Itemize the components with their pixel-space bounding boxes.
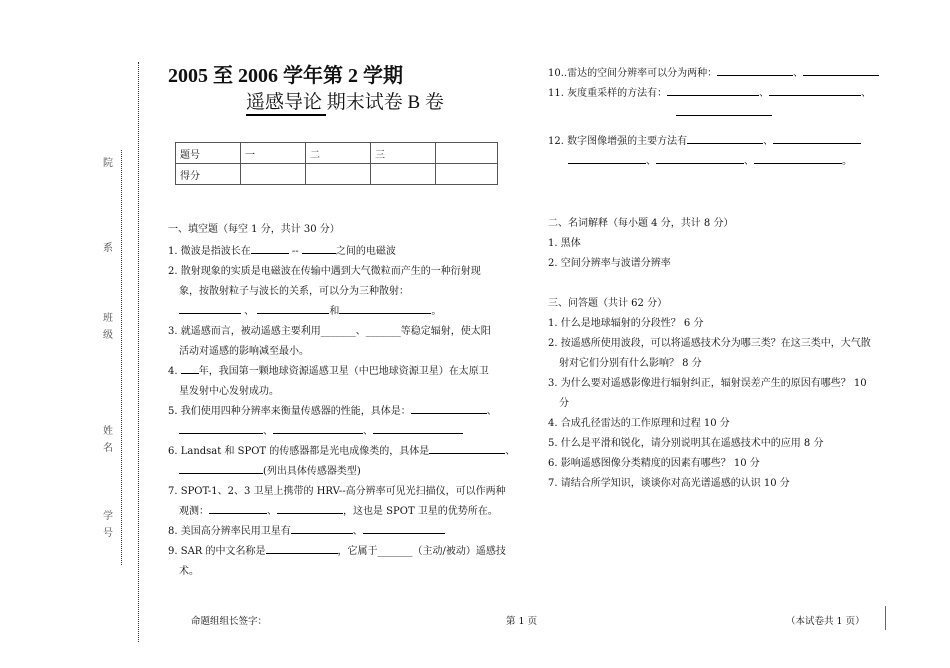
q10-text: 10..雷达的空间分辨率可以分为两种： — [548, 68, 718, 79]
answer-blank[interactable] — [251, 242, 289, 254]
question-6-cont — [168, 462, 528, 482]
section3-item: 3. 为什么要对遥感影像进行辐射纠正，辐射误差产生的原因有哪些？ 10 — [548, 378, 867, 389]
score-table-cell: 得分 — [176, 164, 241, 185]
footer-right-rule — [885, 606, 886, 630]
binding-label-college: 院 — [103, 158, 113, 169]
q8-text: 8. 美国高分辨率民用卫星有 — [168, 526, 291, 537]
question-2-cont: 象，按散射粒子与波长的关系，可以分为三种散射： — [179, 286, 409, 297]
question-1 — [168, 242, 528, 262]
q10-text: 、 — [793, 68, 804, 79]
right-column — [548, 64, 908, 494]
q6-text: 6. Landsat 和 SPOT 的传感器都是光电成像类的，具体是 — [168, 446, 430, 457]
q11-text: 、 — [759, 88, 770, 99]
exam-year-line: 2005 至 2006 学年第 2 学期 — [168, 65, 403, 87]
q12-text: 、 — [763, 136, 774, 147]
q1-text: -- — [288, 246, 302, 257]
section3-item: 2. 按遥感所使用波段，可以将遥感技术分为哪三类？在这三类中，大气散 — [548, 338, 871, 349]
q9-text: 9. SAR 的中文名称是 — [168, 546, 266, 557]
answer-blank[interactable] — [656, 152, 744, 164]
q2-text: 和 — [329, 306, 340, 317]
answer-blank[interactable] — [257, 302, 329, 314]
question-6 — [168, 442, 528, 462]
score-table — [175, 142, 498, 185]
answer-blank[interactable] — [803, 64, 879, 76]
score-table-cell: 三 — [371, 143, 436, 164]
q9-text: ，它属于_______（主动/被动）遥感技 — [337, 546, 506, 557]
q11-text: 11. 灰度重采样的方法有： — [548, 88, 668, 99]
exam-title: 遥感导论 期末试卷 B 卷 — [246, 92, 444, 113]
section3-item-cont: 射对它们分别有什么影响？ 8 分 — [559, 358, 702, 369]
answer-blank[interactable] — [568, 152, 646, 164]
section3-item: 5. 什么是平滑和锐化，请分别说明其在遥感技术中的应用 8 分 — [548, 438, 824, 449]
question-7: 7. SPOT-1、2、3 卫星上携带的 HRV--高分辨率可见光扫描仪，可以作两种 — [168, 486, 506, 497]
q7-text: 、 — [267, 506, 277, 517]
section3-item: 4. 合成孔径雷达的工作原理和过程 10 分 — [548, 418, 730, 429]
question-10 — [548, 64, 908, 84]
answer-blank[interactable] — [667, 84, 759, 96]
question-11 — [548, 84, 908, 104]
score-entry-cell[interactable] — [306, 164, 371, 185]
answer-blank[interactable] — [291, 522, 353, 534]
section1 — [168, 220, 528, 582]
q12-text: 、 — [744, 156, 754, 167]
answer-blank[interactable] — [717, 64, 793, 76]
question-9 — [168, 542, 528, 562]
binding-label-department: 系 — [103, 243, 113, 254]
question-11-blank — [548, 104, 908, 124]
answer-blank[interactable] — [676, 104, 772, 116]
q1-text: 之间的电磁波 — [335, 246, 396, 257]
question-3-cont: 活动对遥感的影响减至最小。 — [179, 346, 309, 357]
q6-text: 、 — [505, 446, 516, 457]
answer-blank[interactable] — [687, 132, 763, 144]
question-5 — [168, 402, 528, 422]
question-2: 2. 散射现象的实质是电磁波在传输中遇到大气微粒而产生的一种衍射现 — [168, 266, 481, 277]
q12-text: 12. 数字图像增强的主要方法有 — [548, 136, 688, 147]
answer-blank[interactable] — [266, 542, 338, 554]
question-7-cont — [168, 502, 528, 522]
score-table-score-row — [176, 164, 498, 185]
q4-text: 年，我国第一颗地球资源遥感卫星（中巴地球资源卫星）在太原卫 — [198, 366, 489, 377]
q5-text: 、 — [363, 426, 373, 437]
q5-text: 5. 我们使用四种分辨率来衡量传感器的性能，具体是： — [168, 406, 411, 417]
score-table-header-row — [176, 143, 498, 164]
q2-text: 。 — [431, 306, 442, 317]
title-underline — [246, 114, 326, 116]
answer-blank[interactable] — [179, 422, 263, 434]
question-12 — [548, 132, 908, 152]
question-12-blanks — [548, 152, 908, 172]
section1-heading: 一、填空题（每空 1 分，共计 30 分） — [168, 224, 340, 235]
q5-text: 、 — [263, 426, 273, 437]
section3-item: 1. 什么是地球辐射的分段性？ 6 分 — [548, 318, 704, 329]
footer-total-pages: （本试卷共 1 页） — [786, 616, 865, 627]
answer-blank[interactable] — [302, 242, 336, 254]
binding-label-class: 班级 — [103, 313, 113, 341]
q4-text: 4. — [168, 366, 181, 377]
score-table-cell: 题号 — [176, 143, 241, 164]
q11-text: 、 — [861, 88, 872, 99]
answer-blank[interactable] — [769, 84, 861, 96]
binding-label-name: 姓名 — [103, 426, 113, 454]
q8-text: 、 — [352, 526, 363, 537]
q2-text: 、 — [241, 306, 258, 317]
question-9-cont: 术。 — [179, 566, 199, 577]
binding-line-inner — [121, 150, 122, 565]
footer-signature-label: 命题组组长签字： — [191, 616, 268, 627]
score-table-cell — [436, 143, 498, 164]
section3-item-cont: 分 — [559, 398, 569, 409]
score-entry-cell[interactable] — [436, 164, 498, 185]
question-4 — [168, 362, 528, 382]
score-table-cell: 一 — [241, 143, 306, 164]
q1-text: 1. 微波是指波长在 — [168, 246, 251, 257]
q7-text: ，这也是 SPOT 卫星的优势所在。 — [343, 506, 498, 517]
q7-text: 观测： — [179, 506, 209, 517]
section3-item: 7. 请结合所学知识，谈谈你对高光谱遥感的认识 10 分 — [548, 478, 790, 489]
question-3: 3. 就遥感而言，被动遥感主要利用_______、_______等稳定辐射，使太阳 — [168, 326, 491, 337]
answer-blank[interactable] — [773, 132, 861, 144]
answer-blank[interactable] — [277, 502, 343, 514]
q12-text: 。 — [842, 156, 852, 167]
answer-blank[interactable] — [181, 362, 199, 374]
section3-heading: 三、问答题（共计 62 分） — [548, 298, 668, 309]
section3-item: 6. 影响遥感图像分类精度的因素有哪些？ 10 分 — [548, 458, 760, 469]
q5-text: 、 — [486, 406, 497, 417]
question-5-blanks — [168, 422, 528, 442]
answer-blank[interactable] — [373, 422, 463, 434]
question-8 — [168, 522, 528, 542]
question-2-blanks — [168, 302, 528, 322]
answer-blank[interactable] — [339, 302, 431, 314]
answer-blank[interactable] — [209, 502, 267, 514]
answer-blank[interactable] — [411, 402, 487, 414]
section2-item: 1. 黑体 — [548, 238, 581, 249]
answer-blank[interactable] — [179, 462, 263, 474]
answer-blank[interactable] — [273, 422, 363, 434]
answer-blank[interactable] — [363, 522, 445, 534]
binding-line-outer — [138, 62, 139, 642]
score-table-cell: 二 — [306, 143, 371, 164]
section2-heading: 二、名词解释（每小题 4 分，共计 8 分） — [548, 218, 734, 229]
q6-text: (列出具体传感器类型) — [263, 466, 361, 477]
answer-blank[interactable] — [179, 302, 241, 314]
answer-blank[interactable] — [754, 152, 842, 164]
section2-item: 2. 空间分辨率与波谱分辨率 — [548, 258, 671, 269]
score-entry-cell[interactable] — [241, 164, 306, 185]
footer-page-number: 第 1 页 — [506, 616, 538, 627]
answer-blank[interactable] — [429, 442, 505, 454]
question-4-cont: 星发射中心发射成功。 — [179, 386, 279, 397]
binding-label-student-id: 学号 — [103, 511, 113, 539]
q12-text: 、 — [646, 156, 656, 167]
score-entry-cell[interactable] — [371, 164, 436, 185]
